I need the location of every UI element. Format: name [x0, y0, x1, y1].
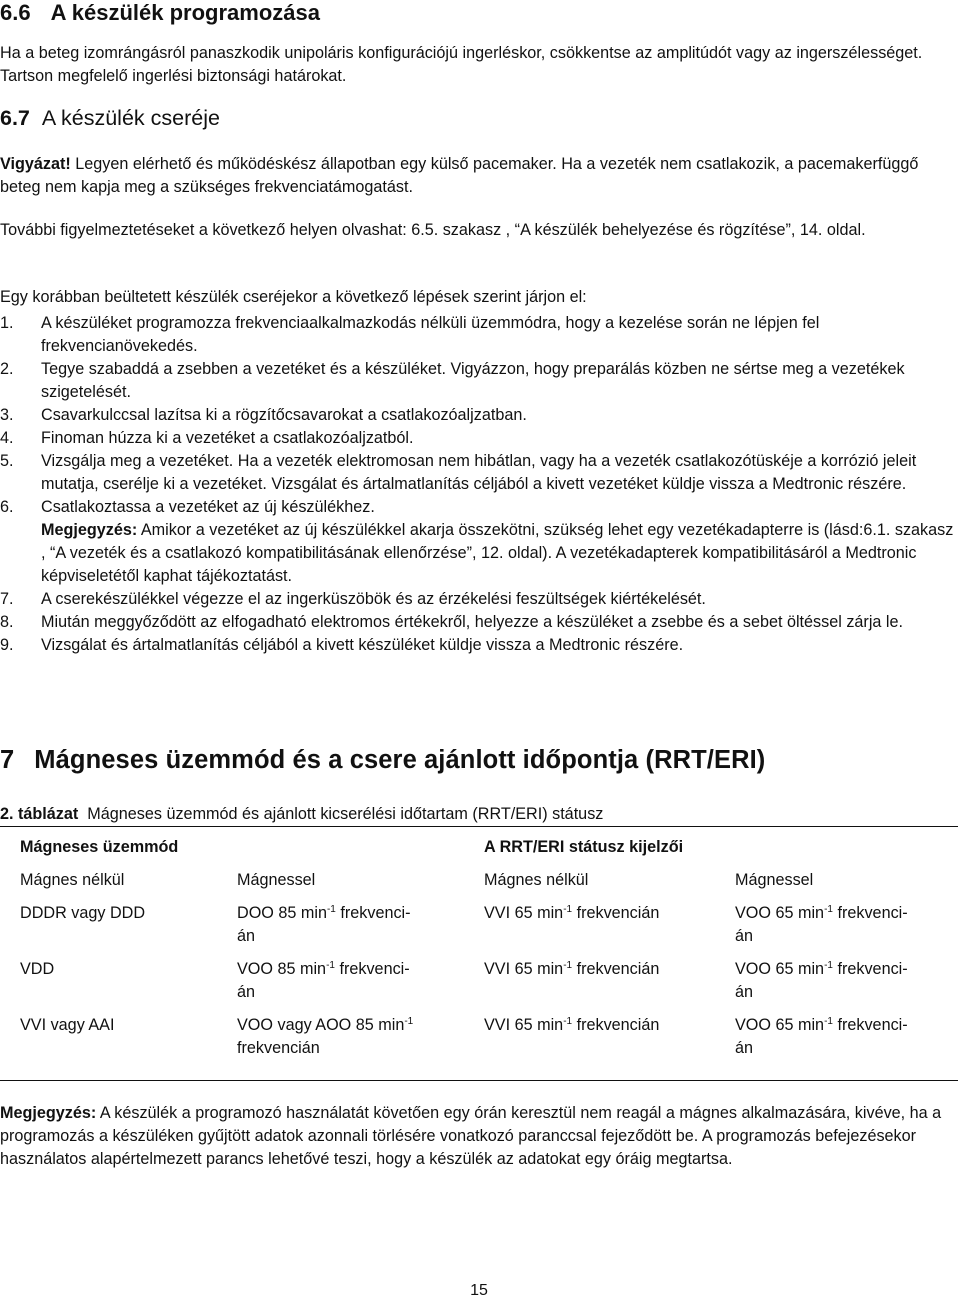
- step-number: 2.: [0, 360, 14, 378]
- cell-text: án: [735, 983, 754, 1001]
- cell-text: frekvencián: [572, 904, 660, 922]
- cell-text: VVI 65 min: [484, 904, 564, 922]
- table-subheader: Mágnessel: [237, 871, 316, 889]
- step-text: A készüléket programozza frekvenciaalkalmazkodás nélküli üzemmódra, hogy a kezelése során ne lépjen fel frekvencianövekedés.: [41, 314, 820, 355]
- section-6-6-heading: [0, 0, 320, 26]
- steps-intro: Egy korábban beültetett készülék cseréjekor a következő lépések szerint járjon el:: [0, 288, 587, 306]
- section-6-7-heading: [0, 106, 220, 131]
- table-caption-text: Mágneses üzemmód és ajánlott kicserélési időtartam (RRT/ERI) státusz: [87, 805, 604, 823]
- step-text: Vizsgálja meg a vezetéket. Ha a vezeték elektromosan nem hibátlan, vagy ha a vezeték csatlakozótüskéje a korrózió jeleit mutatja, cserélje ki a vezetéket. Vizsgálat és ártalmatlanítás céljából a kivett vezetéket küldje vissza a Medtronic részére.: [41, 452, 917, 493]
- page-number: 15: [470, 1282, 488, 1299]
- list-item: [0, 634, 958, 657]
- cell-text: án: [735, 1039, 754, 1057]
- cell-text: frekvencián: [572, 1016, 660, 1034]
- note-text: Amikor a vezetéket az új készülékkel akarja összekötni, szükség lehet egy vezetékadapterre is (lásd:6.1. szakasz , “A vezeték és a csatlakozó kompatibilitásának ellenőrzése”, 12. oldal). A vezetékadapterek kompatibilitásáról a Medtronic képviseletétől kaphat tájékoztatást.: [41, 521, 954, 585]
- note-label: Megjegyzés:: [0, 1104, 97, 1122]
- table-subheader: Mágnessel: [735, 871, 814, 889]
- table-subheader: Mágnes nélkül: [484, 871, 589, 889]
- step-note: [41, 519, 958, 588]
- section-number: 6.6: [0, 0, 31, 25]
- step-text: Miután meggyőződött az elfogadható elektromos értékekről, helyezze a készüléket a zsebbe és a sebet öltéssel zárja le.: [41, 613, 904, 631]
- cell-text: án: [237, 983, 256, 1001]
- table-top-rule: [0, 826, 958, 827]
- replacement-steps-list: [0, 312, 958, 657]
- superscript: -1: [326, 904, 336, 915]
- superscript: -1: [824, 904, 833, 915]
- step-number: 9.: [0, 636, 14, 654]
- magnet-note-paragraph: [0, 1102, 958, 1171]
- cell-text: frekvenci-: [334, 960, 410, 978]
- cell-text: VOO 65 min: [735, 960, 825, 978]
- cell-text: VVI 65 min: [484, 960, 564, 978]
- step-text: Vizsgálat és ártalmatlanítás céljából a kivett készüléket küldje vissza a Medtronic részére.: [41, 636, 684, 654]
- table-cell: [237, 958, 467, 1004]
- cell-text: frekvenci-: [832, 904, 908, 922]
- section-title: Mágneses üzemmód és a csere ajánlott időpontja (RRT/ERI): [34, 746, 766, 774]
- further-warnings-paragraph: További figyelmeztetéseket a következő helyen olvashat: 6.5. szakasz , “A készülék behelyezése és rögzítése”, 14. oldal.: [0, 221, 866, 239]
- cell-text: frekvencián: [237, 1039, 320, 1057]
- table-cell: [484, 958, 724, 981]
- table-caption-label: 2. táblázat: [0, 805, 79, 823]
- superscript: -1: [824, 1016, 833, 1027]
- list-item: [0, 404, 958, 427]
- table-group-header: A RRT/ERI státusz kijelzői: [484, 838, 684, 856]
- table-cell: [735, 902, 955, 948]
- step-number: 1.: [0, 314, 14, 332]
- section-title: A készülék cseréje: [41, 106, 220, 130]
- cell-text: án: [237, 927, 256, 945]
- list-item: [0, 427, 958, 450]
- step-number: 8.: [0, 613, 14, 631]
- cell-text: frekvenci-: [335, 904, 411, 922]
- cell-text: frekvencián: [572, 960, 660, 978]
- list-item: [0, 358, 958, 404]
- step-number: 5.: [0, 452, 14, 470]
- warning-text: Legyen elérhető és működéskész állapotban egy külső pacemaker. Ha a vezeték nem csatlakozik, a pacemakerfüggő beteg nem kapja meg a szükséges frekvenciatámogatást.: [0, 155, 919, 196]
- section-number: 6.7: [0, 106, 30, 130]
- superscript: -1: [824, 960, 833, 971]
- superscript: -1: [326, 960, 335, 971]
- step-number: 4.: [0, 429, 14, 447]
- warning-label: Vigyázat!: [0, 155, 71, 173]
- step-number: 6.: [0, 498, 14, 516]
- superscript: -1: [563, 1016, 573, 1027]
- table-cell: [484, 902, 724, 925]
- cell-text: VOO 65 min: [735, 1016, 825, 1034]
- superscript: -1: [563, 960, 573, 971]
- table-cell: DDDR vagy DDD: [20, 904, 146, 922]
- step-text: Tegye szabaddá a zsebben a vezetéket és a készüléket. Vigyázzon, hogy preparálás közben ne sértse meg a vezetékek szigetelését.: [41, 360, 905, 401]
- note-text: A készülék a programozó használatát követően egy órán keresztül nem reagál a mágnes alkalmazására, kivéve, ha a programozás a készüléken gyűjtött adatok azonnali törlésére vonatkozó paranccsal fejeződött be. A programozás befejezésekor használatos alapértelmezett parancs lehetővé teszi, hogy a készülék az adatokat egy óráig megtartsa.: [0, 1104, 942, 1168]
- warning-paragraph: [0, 153, 958, 199]
- cell-text: frekvenci-: [832, 960, 908, 978]
- step-number: 3.: [0, 406, 14, 424]
- section-6-6-paragraph: Ha a beteg izomrángásról panaszkodik unipoláris konfigurációjú ingerléskor, csökkentse az amplitúdót vagy az ingerszélességet. Tartson megfelelő ingerlési biztonsági határokat.: [0, 44, 923, 85]
- table-cell: [237, 1014, 467, 1060]
- table-cell: [735, 958, 955, 1004]
- list-item: [0, 312, 958, 358]
- list-item: [0, 496, 958, 588]
- cell-text: DOO 85 min: [237, 904, 327, 922]
- list-item: [0, 450, 958, 496]
- cell-text: VOO 85 min: [237, 960, 327, 978]
- section-number: 7: [0, 746, 15, 774]
- table-cell: VVI vagy AAI: [20, 1016, 115, 1034]
- step-text: Csatlakoztassa a vezetéket az új készülékhez.: [41, 498, 375, 516]
- cell-text: VOO vagy AOO 85 min: [237, 1016, 405, 1034]
- list-item: [0, 611, 958, 634]
- table-group-header: Mágneses üzemmód: [20, 838, 179, 856]
- table-bottom-rule: [0, 1080, 958, 1081]
- table-caption: [0, 805, 603, 824]
- table-cell: [735, 1014, 955, 1060]
- cell-text: frekvenci-: [832, 1016, 908, 1034]
- step-text: Csavarkulccsal lazítsa ki a rögzítőcsavarokat a csatlakozóaljzatban.: [41, 406, 527, 424]
- table-cell: [237, 902, 467, 948]
- list-item: [0, 588, 958, 611]
- superscript: -1: [404, 1016, 414, 1027]
- superscript: -1: [563, 904, 573, 915]
- cell-text: VVI 65 min: [484, 1016, 564, 1034]
- cell-text: VOO 65 min: [735, 904, 825, 922]
- step-number: 7.: [0, 590, 14, 608]
- note-label: Megjegyzés:: [41, 521, 138, 539]
- section-title: A készülék programozása: [50, 0, 320, 25]
- table-subheader: Mágnes nélkül: [20, 871, 125, 889]
- table-cell: VDD: [20, 960, 55, 978]
- step-text: A cserekészülékkel végezze el az ingerküszöbök és az érzékelési feszültségek kiértékelését.: [41, 590, 706, 608]
- section-7-heading: [0, 746, 765, 775]
- step-text: Finoman húzza ki a vezetéket a csatlakozóaljzatból.: [41, 429, 414, 447]
- cell-text: án: [735, 927, 754, 945]
- table-cell: [484, 1014, 724, 1037]
